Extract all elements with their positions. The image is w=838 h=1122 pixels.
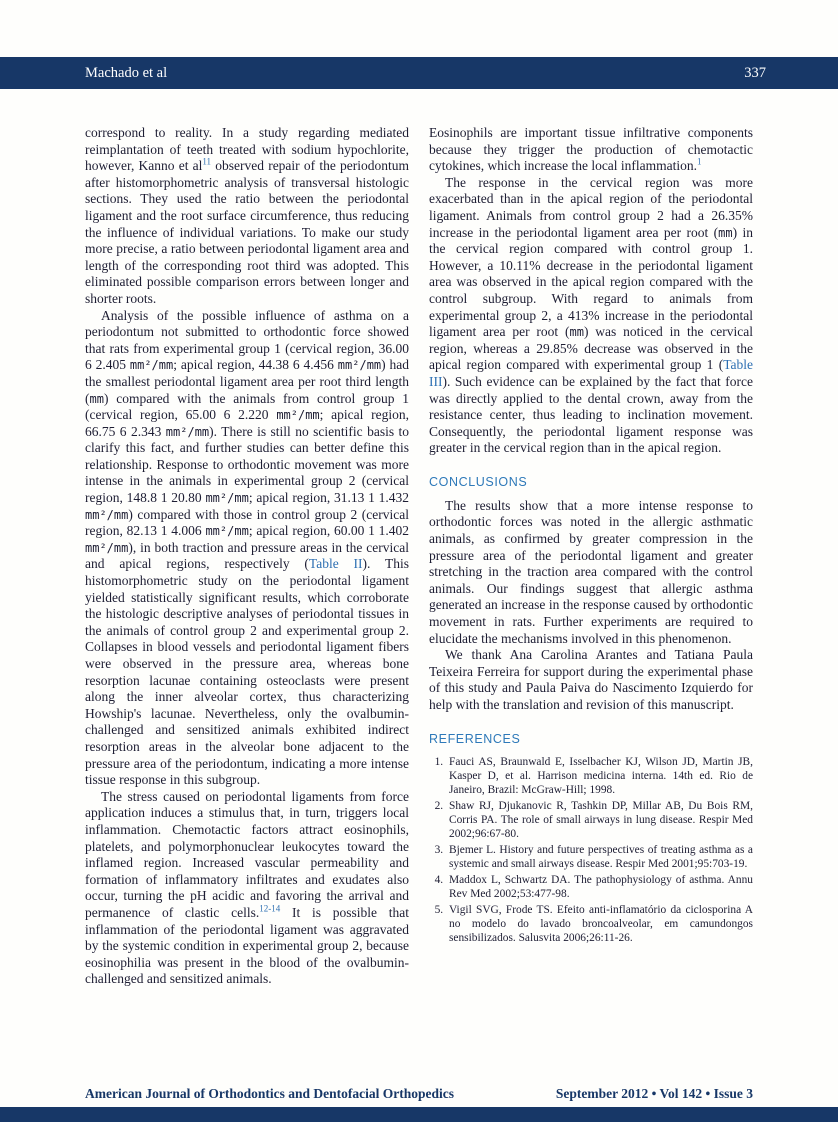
- reference-item: 1. Fauci AS, Braunwald E, Isselbacher KJ, Wilson JD, Martin JB, Kasper D, et al. Harrison medicina interna. 14th ed. Rio de Janeiro, Brazil: McGraw-Hill; 1998.: [446, 755, 753, 797]
- reference-item: 3. Bjemer L. History and future perspectives of treating asthma as a systemic and small airways disease. Respir Med 2001;95:703-19.: [446, 843, 753, 871]
- unit-text: mm²/mm: [337, 358, 382, 373]
- reference-item: 5. Vigil SVG, Frode TS. Efeito anti-inflamatório da ciclosporina A no modelo do lavado broncoalveolar, em camundongos sensibilizados. Salusvita 2006;26:11-26.: [446, 903, 753, 945]
- right-column: [429, 125, 753, 988]
- unit-text: mm²/mm: [129, 358, 174, 373]
- running-head: Machado et al: [85, 64, 168, 81]
- footer-bar: [0, 1107, 838, 1122]
- section-heading: REFERENCES: [429, 731, 521, 746]
- unit-text: mm²/mm: [276, 408, 320, 423]
- page-footer: [85, 1086, 753, 1102]
- paragraph: correspond to reality. In a study regarding mediated reimplantation of teeth treated with sodium hypochlorite, however, Kanno et $al^{11}$ observed repair of the periodontum after histomorphometric analysis of transversal histologic sections. They used the ratio between the periodontal ligament and the root surface circumference, thus reducing the influence of individual variations. To make our study more precise, a ratio between periodontal ligament area and length of the corresponding root third was adopted. This eliminated possible comparison errors between longer and shorter roots.: [85, 125, 409, 306]
- article-body: [85, 125, 753, 988]
- paragraph: Eosinophils are important tissue infiltrative components because they trigger the production of chemotactic cytokines, which increase the local inflammation.$^1$: [429, 125, 753, 174]
- page-number: 337: [744, 64, 766, 81]
- unit-text: mm²/mm: [205, 491, 249, 506]
- paragraph: The stress caused on periodontal ligaments from force application induces a stimulus that, in turn, triggers local inflammation. Chemotactic factors attract eosinophils, platelets, and polymorphonuclear leukocytes toward the inflamed region. Increased vascular permeability and formation of inflammatory infiltrates and exudates also occur, turning the pH acidic and favoring the arrival and permanence of clastic cells.$^{12-14}$ It is possible that inflammation of the periodontal ligament was aggravated by the systemic condition in experimental group 2, because eosinophilia was present in the blood of the ovalbumin-challenged and sensitized animals.: [85, 788, 409, 987]
- paragraph: The results show that a more intense response to orthodontic forces was noted in the allergic asthmatic animals, as confirmed by greater compression in the pressure area of the periodontal ligament and greater stretching in the traction area compared with the control animals. Our findings suggest that allergic asthma generated an increase in the response caused by orthodontic movement in rats. Further experiments are required to elucidate the mechanisms involved in this phenomenon.: [429, 497, 753, 646]
- reference-item: 2. Shaw RJ, Djukanovic R, Tashkin DP, Millar AB, Du Bois RM, Corris PA. The role of small airways in lung disease. Respir Med 2002;96:67-80.: [446, 799, 753, 841]
- table-crossref-link[interactable]: Table II: [308, 556, 363, 572]
- issue-info: September 2012 • Vol 142 • Issue 3: [555, 1086, 753, 1101]
- citation-superscript[interactable]: 12-14: [259, 903, 281, 914]
- unit-text: mm: [569, 325, 584, 340]
- reference-item: 4. Maddox L, Schwartz DA. The pathophysiology of asthma. Annu Rev Med 2002;53:477-98.: [446, 873, 753, 901]
- unit-text: mm: [89, 391, 104, 406]
- journal-title: American Journal of Orthodontics and Dentofacial Orthopedics: [85, 1086, 454, 1101]
- left-column: [85, 125, 409, 988]
- unit-text: mm: [718, 225, 733, 240]
- references-list: [429, 755, 753, 945]
- unit-text: mm²/mm: [85, 507, 129, 522]
- unit-text: mm²/mm: [205, 524, 249, 539]
- paragraph: Analysis of the possible influence of asthma on a periodontum not submitted to orthodontic force showed that rats from experimental group 1 (cervical region, 36.00 6 2.405 mm²/mm; apical region, 44.38 6 4.456 mm²/mm) had the smallest periodontal ligament area per root third length (mm) compared with the animals from control group 1 (cervical region, 65.00 6 2.220 mm²/mm; apical region, 66.75 6 2.343 mm²/mm). There is still no scientific basis to clarify this fact, and further studies can better define this relationship. Response to orthodontic movement was more intense in the animals in experimental group 2 (cervical region, 148.8 1 20.80 mm²/mm; apical region, 31.13 1 1.432 mm²/mm) compared with those in control group 2 (cervical region, 82.13 1 4.006 mm²/mm; apical region, 60.00 1 1.402 mm²/mm), in both traction and pressure areas in the cervical and apical regions, respectively (Table II). This histomorphometric study on the periodontal ligament yielded statistically significant results, which corroborate the histologic descriptive analyses of periodontal tissues in the animals of control group 2 and experimental group 2. Collapses in blood vessels and periodontal ligament fibers were observed in the pressure area, whereas bone resorption lacunae containing osteoclasts were present along the inner alveolar cortex, thus characterizing Howship's lacunae. Nevertheless, only the ovalbumin-challenged and sensitized animals exhibited indirect resorption areas in the alveolar bone adjacent to the pressure area of the periodontum, indicating a more intense tissue response in this subgroup.: [85, 307, 410, 788]
- paragraph: The response in the cervical region was more exacerbated than in the apical region of the periodontal ligament. Animals from control group 2 had a 26.35% increase in the periodontal ligament area per root (mm) in the cervical region compared with control group 1. However, a 10.11% decrease in the periodontal ligament area was observed in the apical region compared with the control subgroup. With regard to animals from experimental group 2, a 413% increase in the periodontal ligament area per root (mm) was noticed in the cervical region, whereas a 29.85% decrease was observed in the apical region compared with experimental group 1 (Table III). Such evidence can be explained by the fact that force was directly applied to the dental crown, away from the resistance center, thus leading to inclination movement. Consequently, the periodontal ligament response was greater in the cervical region than in the apical region.: [429, 174, 753, 456]
- citation-superscript[interactable]: 11: [202, 156, 212, 167]
- page-header-bar: [0, 57, 838, 89]
- citation-superscript[interactable]: 1: [697, 156, 702, 167]
- unit-text: mm²/mm: [85, 540, 129, 555]
- unit-text: mm²/mm: [165, 424, 210, 439]
- table-crossref-link[interactable]: Table III: [429, 357, 753, 389]
- paragraph: We thank Ana Carolina Arantes and Tatiana Paula Teixeira Ferreira for support during the experimental phase of this study and Paula Paiva do Nascimento Izquierdo for help with the translation and revision of this manuscript.: [429, 647, 753, 712]
- section-heading: CONCLUSIONS: [429, 474, 528, 489]
